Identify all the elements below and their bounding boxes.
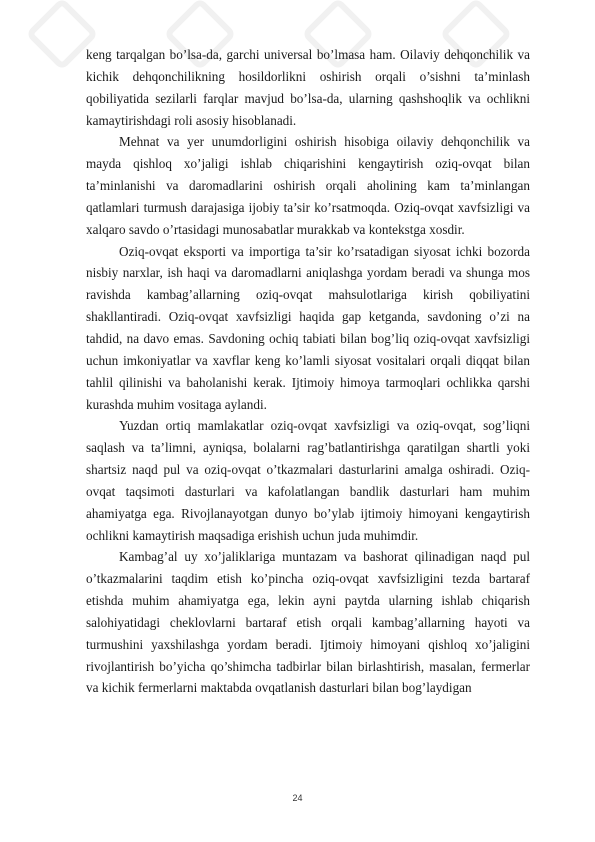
paragraph: Oziq-ovqat eksporti va importiga ta’sir ko’rsatadigan siyosat ichki bozorda nisbiy narxlar, ish haqi va daromadlarni aniqlashga yordam beradi va shunga mos ravishda kambag’allarning oziq-ovqat mahsulotlariga kirish qobiliyatini shakllantiradi. Oziq-ovqat xavfsizligi haqida gap ketganda, savdoning o’zi na tahdid, na davo emas. Savdoning ochiq tabiati bilan bog’liq oziq-ovqat xavfsizligi uchun imkoniyatlar va xavflar keng ko’lamli siyosat vositalari orqali diqqat bilan tahlil qilinishi va baholanishi kerak. Ijtimoiy himoya tarmoqlari ochlikka qarshi kurashda muhim vositaga aylandi. (86, 243, 530, 412)
paragraph: Kambag’al uy xo’jaliklariga muntazam va bashorat qilinadigan naqd pul o’tkazmalarini taqdim etish ko’pincha oziq-ovqat xavfsizligini tezda bartaraf etishda muhim ahamiyatga ega, lekin ayni paytda ularning ishlab chiqarish salohiyatidagi cheklovlarni bartaraf etish orqali kambag’allarning hayoti va turmushini yaxshilashga yordam beradi. Ijtimoiy himoyani qishloq xo’jaligini rivojlantirish bo’yicha qo’shimcha tadbirlar bilan birlashtirish, masalan, fermerlar va kichik fermerlarni maktabda ovqatlanish dasturlari bilan bog’laydigan (86, 549, 530, 696)
body-text (86, 44, 530, 699)
paragraph: Mehnat va yer unumdorligini oshirish hisobiga oilaviy dehqonchilik va mayda qishloq xo’jaligi ishlab chiqarishini kengaytirish oziq-ovqat bilan ta’minlanishi va daromadlarini oshirish orqali aholining kam ta’minlangan qatlamlari turmush darajasiga ijobiy ta’sir ko’rsatmoqda. Oziq-ovqat xavfsizligi va xalqaro savdo o’rtasidagi munosabatlar murakkab va kontekstga xosdir. (86, 134, 530, 237)
page-number: 24 (292, 793, 303, 803)
paragraph: keng tarqalgan bo’lsa-da, garchi universal bo’lmasa ham. Oilaviy dehqonchilik va kichik dehqonchilikning hosildorlikni oshirish orqali o’sishni ta’minlash qobiliyatida sezilarli farqlar mavjud bo’lsa-da, ularning qashshoqlik va ochlikni kamaytirishdagi roli asosiy hisoblanadi. (86, 47, 530, 128)
paragraph: Yuzdan ortiq mamlakatlar oziq-ovqat xavfsizligi va oziq-ovqat, sog’liqni saqlash va ta’limni, ayniqsa, bolalarni rag’batlantirishga qaratilgan shartli yoki shartsiz naqd pul va oziq-ovqat o’tkazmalari dasturlarini amalga oshiradi. Oziq-ovqat taqsimoti dasturlari va kafolatlangan bandlik dasturlari ham muhim ahamiyatga ega. Rivojlanayotgan dunyo bo’ylab ijtimoiy himoyani kengaytirish ochlikni kamaytirish maqsadiga erishish uchun juda muhimdir. (86, 418, 530, 543)
